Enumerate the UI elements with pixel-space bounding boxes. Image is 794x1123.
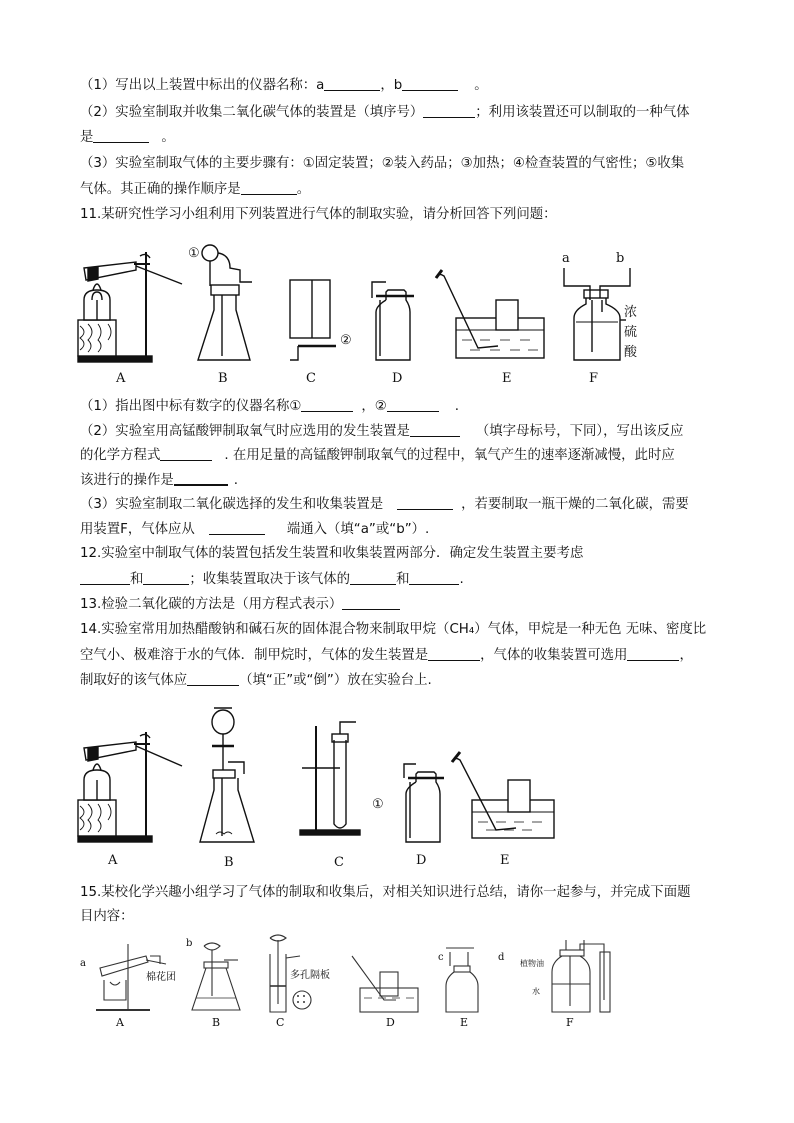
apparatus-b <box>198 245 252 360</box>
apparatus-f <box>552 940 610 1012</box>
answer-blank[interactable] <box>342 595 400 610</box>
port-c-label: c <box>438 952 444 963</box>
oil-label: 植物油 <box>520 959 544 968</box>
answer-blank[interactable] <box>187 671 239 686</box>
cotton-label: 棉花团 <box>146 972 176 983</box>
apparatus-a <box>96 944 166 1010</box>
q10-part3: （3）实验室制取气体的主要步骤有：①固定装置；②装入药品；③加热；④检查装置的气密性；⑤收集 <box>80 156 685 171</box>
acid-label-2: 硫 <box>624 325 638 340</box>
fig-label: E <box>500 853 510 868</box>
fig-label: B <box>224 855 234 870</box>
port-a-label: a <box>562 251 570 266</box>
answer-blank[interactable] <box>301 397 353 412</box>
answer-blank[interactable] <box>627 646 679 661</box>
fig-label: B <box>218 371 228 386</box>
q14-line3: 制取好的该气体应 （填“正”或“倒”）放在实验台上. <box>80 673 432 688</box>
fig-label: E <box>460 1016 469 1029</box>
apparatus-a <box>78 732 182 842</box>
fig-label: F <box>566 1016 574 1029</box>
mark-1-label: ① <box>372 797 384 812</box>
apparatus-c <box>270 935 311 1012</box>
port-b-label: b <box>616 251 625 266</box>
apparatus-c <box>300 722 360 835</box>
apparatus-d <box>372 282 414 360</box>
apparatus-b <box>200 708 254 842</box>
answer-blank[interactable] <box>80 570 130 585</box>
answer-blank[interactable] <box>93 128 149 143</box>
apparatus-d <box>352 956 418 1012</box>
apparatus-f <box>564 268 630 360</box>
fig-label: C <box>306 371 316 386</box>
fig-label: D <box>386 1016 395 1029</box>
answer-blank[interactable] <box>410 422 460 437</box>
fig-label: A <box>116 1016 124 1029</box>
porous-plate-label: 多孔隔板 <box>290 970 330 981</box>
apparatus-e <box>436 270 544 358</box>
answer-blank[interactable] <box>143 570 189 585</box>
answer-blank[interactable] <box>241 180 297 195</box>
answer-blank[interactable] <box>397 495 453 510</box>
apparatus-b <box>192 943 240 1010</box>
q15-stem: 15.某校化学兴趣小组学习了气体的制取和收集后，对相关知识进行总结，请你一起参与，并完成下面题 <box>80 885 691 900</box>
answer-blank[interactable] <box>174 470 228 486</box>
apparatus-e <box>452 752 554 838</box>
port-d-label: d <box>498 952 505 963</box>
q11-stem: 11.某研究性学习小组利用下列装置进行气体的制取实验，请分析回答下列问题： <box>80 207 557 222</box>
q11-part1: （1）指出图中标有数字的仪器名称① ，② . <box>80 399 460 414</box>
answer-blank[interactable] <box>409 570 459 585</box>
fig-label: C <box>276 1016 285 1029</box>
port-a-label: a <box>80 958 86 969</box>
acid-label-3: 酸 <box>624 345 638 360</box>
answer-blank[interactable] <box>423 103 475 118</box>
answer-blank[interactable] <box>350 570 396 585</box>
q11-part2: （2）实验室用高锰酸钾制取氧气时应选用的发生装置是 （填字母标号，下同），写出该反应 <box>80 424 684 439</box>
apparatus-c <box>290 280 336 360</box>
acid-label-1: 浓 <box>624 305 638 320</box>
q10-part3-cont: 气体。其正确的操作顺序是 。 <box>80 182 311 197</box>
mark-2-label: ② <box>340 333 352 348</box>
fig-label: A <box>116 371 126 386</box>
fig-label: B <box>212 1016 221 1029</box>
apparatus-a <box>78 252 182 362</box>
q10-part2-cont: 是 。 <box>80 130 175 145</box>
water-label: 水 <box>532 987 540 996</box>
q14-line2: 空气小、极难溶于水的气体．制甲烷时，气体的发生装置是 ，气体的收集装置可选用 ， <box>80 648 693 663</box>
answer-blank[interactable] <box>160 446 212 461</box>
q15-stem-cont: 目内容： <box>80 909 134 924</box>
q11-part3: （3）实验室制取二氧化碳选择的发生和收集装置是 ，若要制取一瓶干燥的二氧化碳，需要 <box>80 497 689 512</box>
q12-answers: 和 ；收集装置取决于该气体的 和 . <box>80 570 464 589</box>
answer-blank[interactable] <box>428 646 480 661</box>
apparatus-e <box>446 948 478 1012</box>
answer-blank[interactable] <box>402 76 458 91</box>
q10-part1: （1）写出以上装置中标出的仪器名称：a ，b 。 <box>80 78 488 93</box>
fig-label: A <box>108 853 118 868</box>
answer-blank[interactable] <box>324 76 380 91</box>
q12-stem: 12.实验室中制取气体的装置包括发生装置和收集装置两部分．确定发生装置主要考虑 <box>80 546 584 561</box>
fig-label: E <box>502 371 512 386</box>
answer-blank[interactable] <box>209 520 265 535</box>
mark-1-label: ① <box>188 246 200 261</box>
q11-part2-cont: 的化学方程式 . 在用足量的高锰酸钾制取氧气的过程中，氧气产生的速率逐渐减慢，此时应 <box>80 448 675 463</box>
answer-blank[interactable] <box>387 397 439 412</box>
q11-part2-end: 该进行的操作是 . <box>80 470 238 490</box>
fig-label: C <box>334 855 344 870</box>
apparatus-d <box>404 764 444 842</box>
q14-stem: 14.实验室常用加热醋酸钠和碱石灰的固体混合物来制取甲烷（CH₄）气体，甲烷是一种无色 无味、密度比 <box>80 622 707 637</box>
fig-label: D <box>416 853 427 868</box>
fig-label: D <box>392 371 403 386</box>
q11-part3-cont: 用装置F，气体应从 端通入（填“a”或“b”）. <box>80 522 430 537</box>
q10-part2: （2）实验室制取并收集二氧化碳气体的装置是（填序号） ；利用该装置还可以制取的一种气体 <box>80 105 690 120</box>
q13-stem: 13.检验二氧化碳的方法是（用方程式表示） <box>80 595 400 614</box>
port-b-label: b <box>186 938 193 949</box>
fig-label: F <box>589 371 599 386</box>
